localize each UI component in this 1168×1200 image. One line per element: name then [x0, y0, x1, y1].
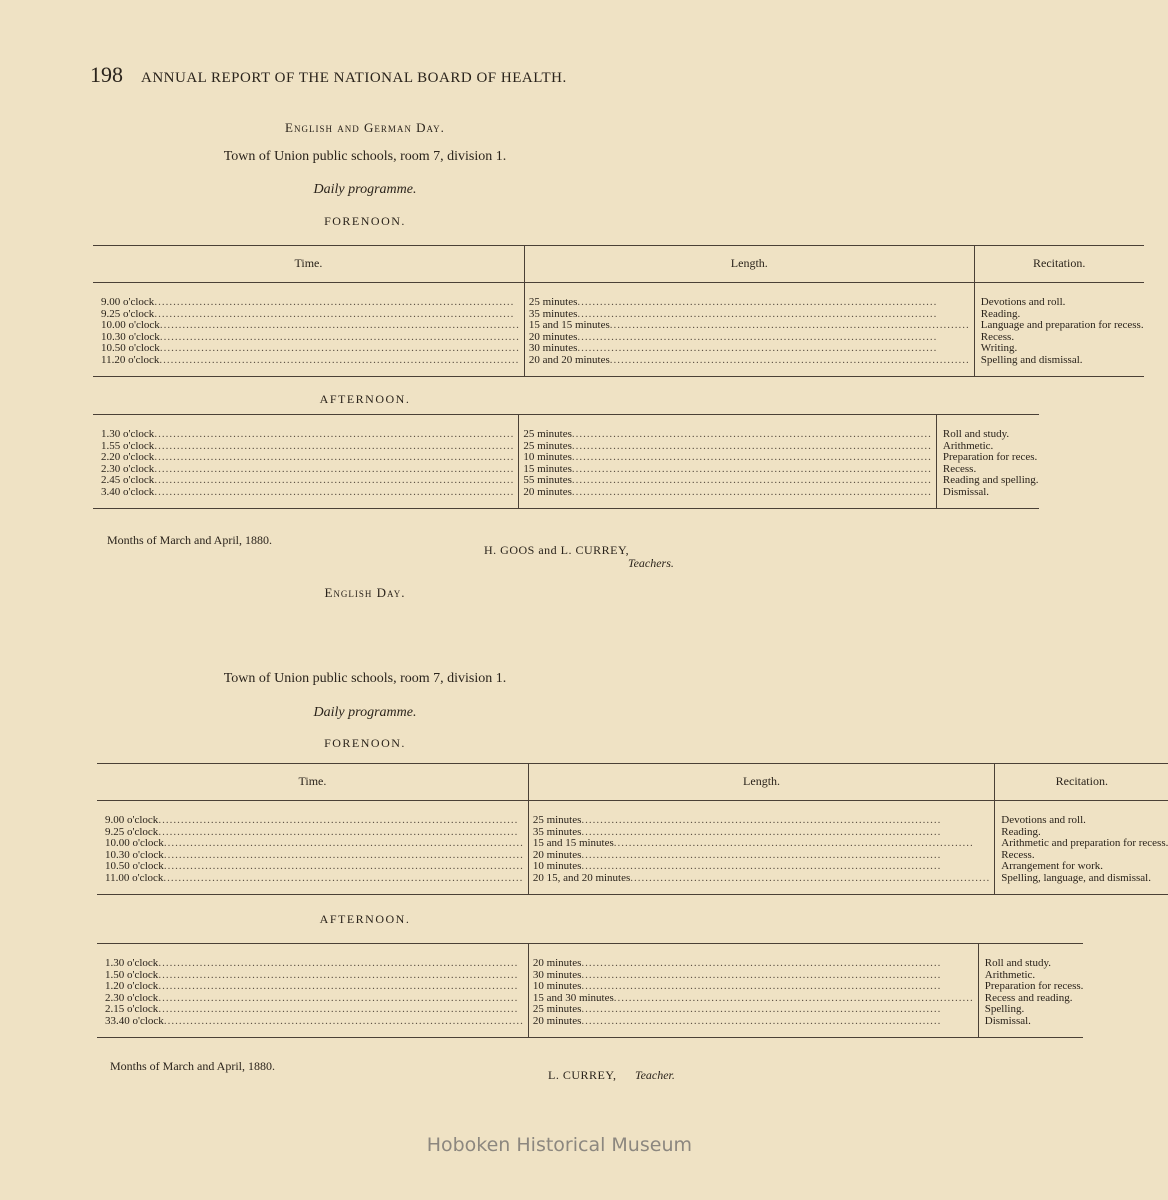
length-cell: 10 minutes .....: [533, 861, 990, 873]
time-cell: 11.20 o'clock .....: [93, 355, 520, 367]
time-cell: 1.55 o'clock .....: [93, 441, 514, 453]
page-header: [90, 62, 567, 88]
col-time: Time.: [97, 764, 528, 801]
length-cell: 25 minutes .....: [533, 815, 990, 827]
length-cell: 30 minutes .....: [533, 970, 974, 982]
time-cell: 2.20 o'clock .....: [93, 452, 514, 464]
recitation-cell: Reading.: [980, 307, 1021, 320]
section1-afternoon-label: AFTERNOON.: [319, 392, 411, 406]
section2-months: Months of March and April, 1880.: [110, 1059, 275, 1073]
length-cell: 20 minutes .....: [523, 487, 932, 499]
length-cell: 10 minutes .....: [533, 981, 974, 993]
section2-afternoon-table: [97, 943, 1083, 1038]
time-cell: 11.00 o'clock .....: [97, 873, 524, 885]
section1-heading: English and German Day.: [285, 120, 445, 135]
recitation-cell: Arithmetic.: [942, 439, 994, 452]
section2-signature: L. CURREY,: [548, 1068, 617, 1082]
time-cell: 2.30 o'clock .....: [93, 464, 514, 476]
page-number: 198: [90, 62, 123, 87]
time-cell: 9.25 o'clock .....: [93, 309, 520, 321]
col-recitation: Recitation.: [995, 764, 1168, 801]
time-cell: 10.30 o'clock .....: [97, 850, 524, 862]
section2-programme: Daily programme.: [313, 705, 417, 720]
time-cell: 9.25 o'clock .....: [97, 827, 524, 839]
table-body: [93, 283, 1144, 377]
time-cell: 1.20 o'clock .....: [97, 981, 524, 993]
recitation-cell: Roll and study.: [984, 957, 1051, 969]
table-body: [93, 415, 1039, 509]
time-cell: 1.50 o'clock .....: [97, 970, 524, 982]
recitation-cell: Arithmetic and preparation for recess.: [1001, 837, 1168, 849]
section2-signature-role: Teacher.: [635, 1068, 675, 1082]
recitation-cell: Dismissal.: [942, 485, 990, 498]
length-cell: 15 and 15 minutes .....: [533, 838, 990, 850]
recitation-cell: Arithmetic.: [984, 968, 1036, 981]
length-cell: 20 minutes .....: [529, 332, 970, 344]
time-cell: 10.50 o'clock .....: [93, 343, 520, 355]
recitation-cell: Devotions and roll.: [980, 296, 1066, 308]
recitation-cell: Recess.: [1001, 848, 1035, 861]
length-cell: 20 and 20 minutes .....: [529, 355, 970, 367]
col-length: Length.: [524, 246, 974, 283]
col-length: Length.: [528, 764, 994, 801]
time-cell: 2.30 o'clock .....: [97, 993, 524, 1005]
section2-subtitle: Town of Union public schools, room 7, division 1.: [223, 671, 507, 686]
length-cell: 15 minutes .....: [523, 464, 932, 476]
recitation-cell: Roll and study.: [942, 428, 1010, 440]
length-cell: 10 minutes .....: [523, 452, 932, 464]
museum-watermark: Hoboken Historical Museum: [426, 1134, 692, 1156]
recitation-cell: Preparation for recess.: [984, 980, 1084, 992]
length-cell: 20 15, and 20 minutes .....: [533, 873, 990, 885]
time-cell: 10.00 o'clock .....: [93, 320, 520, 332]
time-cell: 3.40 o'clock .....: [93, 487, 514, 499]
recitation-cell: Recess.: [942, 462, 977, 475]
time-cell: 9.00 o'clock .....: [97, 815, 524, 827]
length-cell: 35 minutes .....: [529, 309, 970, 321]
recitation-cell: Spelling and dismissal.: [980, 353, 1083, 366]
time-cell: 33.40 o'clock .....: [97, 1016, 524, 1028]
length-cell: 25 minutes .....: [523, 441, 932, 453]
length-cell: 30 minutes .....: [529, 343, 970, 355]
recitation-cell: Recess and reading.: [984, 991, 1073, 1004]
recitation-cell: Reading and spelling.: [942, 474, 1039, 486]
recitation-cell: Devotions and roll.: [1001, 814, 1086, 826]
recitation-cell: Recess.: [980, 330, 1015, 343]
col-time: Time.: [93, 246, 524, 283]
time-cell: 10.30 o'clock .....: [93, 332, 520, 344]
recitation-cell: Arrangement for work.: [1001, 860, 1103, 872]
section1-programme: Daily programme.: [313, 182, 417, 197]
length-cell: 20 minutes .....: [533, 958, 974, 970]
length-cell: 15 and 30 minutes .....: [533, 993, 974, 1005]
section2-forenoon-label: FORENOON.: [324, 736, 406, 750]
section1-signature: H. GOOS and L. CURREY,: [484, 543, 630, 557]
section1-months: Months of March and April, 1880.: [107, 533, 272, 547]
length-cell: 55 minutes .....: [523, 475, 932, 487]
section1-afternoon-table: [93, 414, 1039, 509]
time-cell: 1.30 o'clock .....: [93, 429, 514, 441]
section1-forenoon-table: [93, 245, 1144, 377]
table-body: [97, 944, 1083, 1038]
length-cell: 20 minutes .....: [533, 850, 990, 862]
section1-forenoon-label: FORENOON.: [324, 214, 406, 228]
time-cell: 9.00 o'clock .....: [93, 297, 520, 309]
section1-signature-role: Teachers.: [628, 556, 674, 570]
length-cell: 20 minutes .....: [533, 1016, 974, 1028]
recitation-cell: Reading.: [1001, 825, 1041, 838]
time-cell: 2.15 o'clock .....: [97, 1004, 524, 1016]
time-cell: 10.50 o'clock .....: [97, 861, 524, 873]
recitation-cell: Language and preparation for recess.: [980, 319, 1144, 331]
length-cell: 15 and 15 minutes .....: [529, 320, 970, 332]
section2-forenoon-table: [97, 763, 1168, 895]
recitation-cell: Preparation for reces.: [942, 451, 1038, 463]
recitation-cell: Spelling, language, and dismissal.: [1001, 871, 1151, 884]
section2-afternoon-label: AFTERNOON.: [319, 912, 411, 926]
col-recitation: Recitation.: [974, 246, 1143, 283]
section1-subtitle: Town of Union public schools, room 7, division 1.: [223, 149, 507, 164]
length-cell: 25 minutes .....: [529, 297, 970, 309]
table-body: [97, 801, 1168, 895]
time-cell: 2.45 o'clock .....: [93, 475, 514, 487]
recitation-cell: Dismissal.: [984, 1014, 1031, 1027]
time-cell: 10.00 o'clock .....: [97, 838, 524, 850]
length-cell: 25 minutes .....: [533, 1004, 974, 1016]
length-cell: 35 minutes .....: [533, 827, 990, 839]
recitation-cell: Writing.: [980, 342, 1018, 354]
length-cell: 25 minutes .....: [523, 429, 932, 441]
report-title: ANNUAL REPORT OF THE NATIONAL BOARD OF HEALTH.: [141, 70, 567, 86]
section2-heading: English Day.: [324, 585, 406, 600]
recitation-cell: Spelling.: [984, 1003, 1025, 1015]
time-cell: 1.30 o'clock .....: [97, 958, 524, 970]
